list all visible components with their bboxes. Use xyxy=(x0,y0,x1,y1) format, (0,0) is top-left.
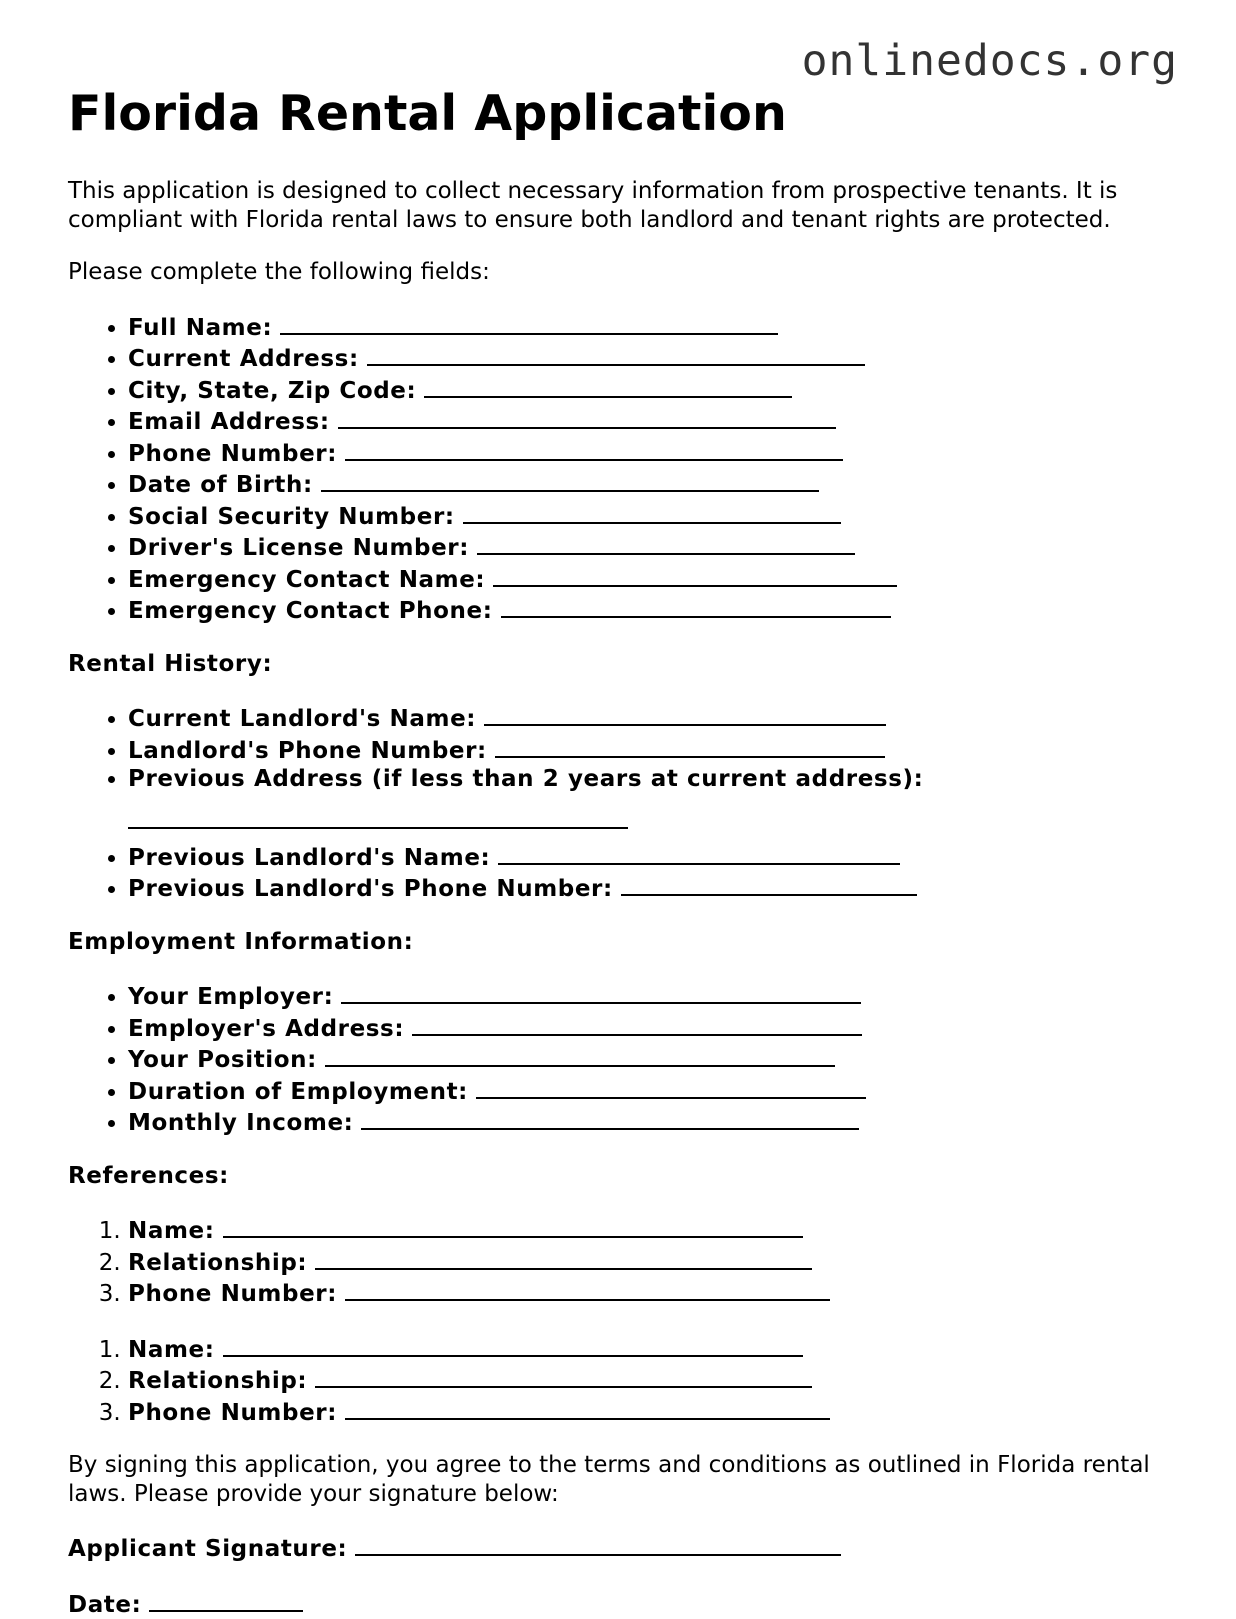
brand-watermark: onlinedocs.org xyxy=(802,40,1178,83)
field-label-ref1-relationship: Relationship: xyxy=(128,1250,307,1276)
list-item xyxy=(128,1214,1178,1246)
ref1-name-blank[interactable] xyxy=(223,1214,803,1238)
personal-fields-list xyxy=(68,311,1178,626)
landlord-phone-blank[interactable] xyxy=(495,734,885,758)
list-item xyxy=(128,1012,1178,1044)
list-item xyxy=(128,531,1178,563)
employer-address-blank[interactable] xyxy=(412,1012,862,1036)
current-address-blank[interactable] xyxy=(367,342,865,366)
list-item xyxy=(128,841,1178,873)
city-state-zip-blank[interactable] xyxy=(424,374,792,398)
list-item xyxy=(128,872,1178,904)
fields-prompt: Please complete the following fields: xyxy=(68,258,1178,287)
field-label-drivers-license: Driver's License Number: xyxy=(128,535,469,561)
field-label-employer-address: Employer's Address: xyxy=(128,1016,404,1042)
field-label-ssn: Social Security Number: xyxy=(128,504,455,530)
list-item xyxy=(128,702,1178,734)
list-item xyxy=(128,437,1178,469)
field-label-ref2-phone: Phone Number: xyxy=(128,1400,337,1426)
field-label-ref2-relationship: Relationship: xyxy=(128,1368,307,1394)
list-item xyxy=(128,1106,1178,1138)
income-blank[interactable] xyxy=(361,1106,859,1130)
field-label-position: Your Position: xyxy=(128,1047,317,1073)
list-item xyxy=(128,734,1178,766)
employment-title: Employment Information: xyxy=(68,928,1178,957)
ref2-name-blank[interactable] xyxy=(223,1333,803,1357)
emergency-phone-blank[interactable] xyxy=(501,594,891,618)
phone-blank[interactable] xyxy=(345,437,843,461)
list-item xyxy=(128,594,1178,626)
full-name-blank[interactable] xyxy=(280,311,778,335)
field-label-previous-landlord: Previous Landlord's Name: xyxy=(128,845,490,871)
list-item xyxy=(128,405,1178,437)
field-label-ref1-name: Name: xyxy=(128,1218,215,1244)
ref1-phone-blank[interactable] xyxy=(345,1277,830,1301)
list-item xyxy=(128,980,1178,1012)
date-blank[interactable] xyxy=(149,1588,303,1612)
date-line xyxy=(68,1588,1178,1619)
list-item xyxy=(128,1396,1178,1428)
applicant-signature-label: Applicant Signature: xyxy=(68,1536,347,1562)
list-item xyxy=(128,765,1178,829)
list-item xyxy=(128,500,1178,532)
list-item xyxy=(128,1364,1178,1396)
list-item xyxy=(128,342,1178,374)
list-item xyxy=(128,1333,1178,1365)
field-label-previous-landlord-phone: Previous Landlord's Phone Number: xyxy=(128,876,613,902)
date-label: Date: xyxy=(68,1592,141,1618)
document xyxy=(68,84,1178,1619)
ref1-relationship-blank[interactable] xyxy=(315,1246,812,1270)
previous-landlord-phone-blank[interactable] xyxy=(621,872,917,896)
field-label-emergency-name: Emergency Contact Name: xyxy=(128,567,485,593)
closing-paragraph: By signing this application, you agree to the terms and conditions as outlined in Florida rental laws. Please provide your signature below: xyxy=(68,1451,1178,1508)
applicant-signature-line xyxy=(68,1532,1178,1564)
field-label-emergency-phone: Emergency Contact Phone: xyxy=(128,598,493,624)
list-item xyxy=(128,468,1178,500)
field-label-ref1-phone: Phone Number: xyxy=(128,1281,337,1307)
ssn-blank[interactable] xyxy=(463,500,841,524)
dob-blank[interactable] xyxy=(321,468,819,492)
intro-paragraph: This application is designed to collect necessary information from prospective tenants. It is compliant with Florida rental laws to ensure both landlord and tenant rights are protected. xyxy=(68,177,1178,234)
field-label-city-state-zip: City, State, Zip Code: xyxy=(128,378,416,404)
field-label-dob: Date of Birth: xyxy=(128,472,313,498)
position-blank[interactable] xyxy=(325,1043,835,1067)
emergency-name-blank[interactable] xyxy=(493,563,897,587)
current-landlord-blank[interactable] xyxy=(484,702,886,726)
field-label-ref2-name: Name: xyxy=(128,1337,215,1363)
previous-address-blank[interactable] xyxy=(128,827,628,829)
previous-landlord-blank[interactable] xyxy=(498,841,900,865)
field-label-landlord-phone: Landlord's Phone Number: xyxy=(128,738,487,764)
reference-1-list xyxy=(68,1214,1178,1309)
list-item xyxy=(128,1277,1178,1309)
field-label-phone: Phone Number: xyxy=(128,441,337,467)
email-blank[interactable] xyxy=(338,405,836,429)
list-item xyxy=(128,1043,1178,1075)
references-title: References: xyxy=(68,1162,1178,1191)
ref2-relationship-blank[interactable] xyxy=(315,1364,812,1388)
list-item xyxy=(128,311,1178,343)
field-label-previous-address: Previous Address (if less than 2 years at current address): xyxy=(128,766,923,792)
duration-blank[interactable] xyxy=(476,1075,866,1099)
field-label-duration: Duration of Employment: xyxy=(128,1079,468,1105)
field-label-income: Monthly Income: xyxy=(128,1110,353,1136)
field-label-employer: Your Employer: xyxy=(128,984,333,1010)
list-item xyxy=(128,1075,1178,1107)
field-label-full-name: Full Name: xyxy=(128,315,272,341)
rental-history-list xyxy=(68,702,1178,904)
page-title: Florida Rental Application xyxy=(68,84,1178,144)
ref2-phone-blank[interactable] xyxy=(345,1396,830,1420)
drivers-license-blank[interactable] xyxy=(477,531,855,555)
applicant-signature-blank[interactable] xyxy=(355,1532,841,1556)
field-label-email: Email Address: xyxy=(128,409,330,435)
employment-list xyxy=(68,980,1178,1138)
employer-blank[interactable] xyxy=(341,980,861,1004)
list-item xyxy=(128,563,1178,595)
reference-2-list xyxy=(68,1333,1178,1428)
rental-history-title: Rental History: xyxy=(68,650,1178,679)
list-item xyxy=(128,374,1178,406)
field-label-current-address: Current Address: xyxy=(128,346,359,372)
list-item xyxy=(128,1246,1178,1278)
field-label-current-landlord: Current Landlord's Name: xyxy=(128,706,476,732)
